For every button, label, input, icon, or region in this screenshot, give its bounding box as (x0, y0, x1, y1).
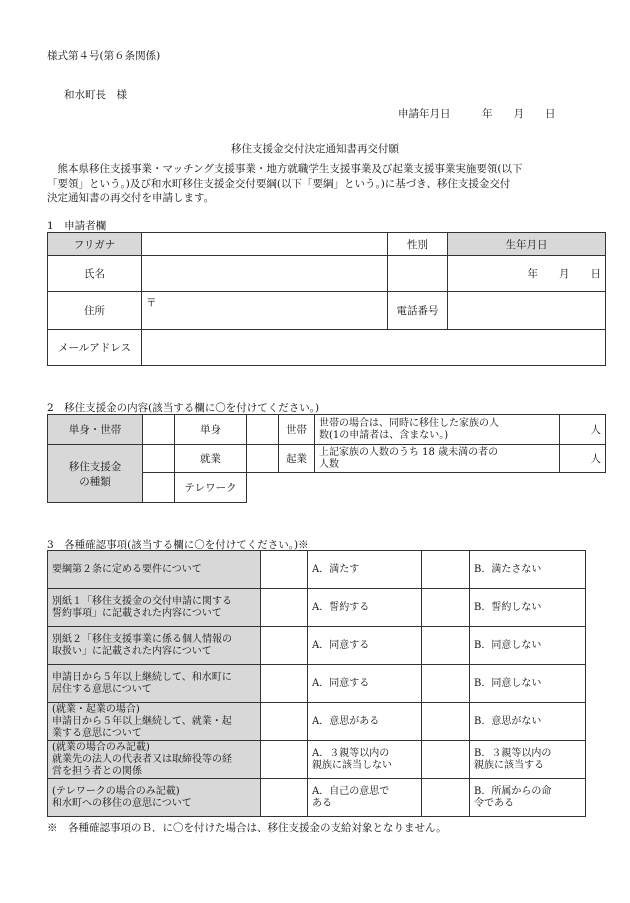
document-title: 移住支援金交付決定通知書再交付願 (231, 143, 399, 155)
option-a-label: A．誓約する (308, 589, 422, 627)
option-b-checkbox[interactable] (422, 665, 470, 703)
application-date: 申請年月日 年 月 日 (398, 108, 556, 120)
furigana-label: フリガナ (48, 233, 142, 256)
startup-checkbox[interactable] (247, 445, 279, 473)
addressee: 和水町長 様 (64, 89, 127, 101)
furigana-field[interactable] (142, 233, 388, 256)
option-b-label: B．３親等以内の 親族に該当する (470, 741, 586, 779)
section3-heading: 3 各種確認事項(該当する欄に〇を付けてください。)※ (47, 539, 309, 551)
address-label: 住所 (48, 292, 142, 330)
option-a-label: A．同意する (308, 627, 422, 665)
employment-label: 就業 (175, 445, 247, 473)
option-a-checkbox[interactable] (261, 665, 308, 703)
option-b-checkbox[interactable] (422, 551, 470, 589)
option-b-label: B．所属からの命 令である (470, 779, 586, 817)
option-b-label: B．誓約しない (470, 589, 586, 627)
children-count-field[interactable]: 人 (560, 445, 606, 473)
subsidy-type-table (47, 414, 606, 503)
option-b-checkbox[interactable] (422, 627, 470, 665)
option-b-label: B．意思がない (470, 703, 586, 741)
household-count-field[interactable]: 人 (560, 415, 606, 445)
section1-heading: 1 申請者欄 (47, 220, 107, 232)
household-note: 世帯の場合は、同時に移住した家族の人 数(1の申請者は、含まない。) (315, 415, 560, 445)
confirmation-label: 別紙１「移住支援金の交付申請に関する 誓約事項」に記載された内容について (48, 589, 261, 627)
email-field[interactable] (142, 330, 606, 366)
option-b-label: B．同意しない (470, 665, 586, 703)
option-a-label: A．３親等以内の 親族に該当しない (308, 741, 422, 779)
footnote: ※ 各種確認事項のＢ．に〇を付けた場合は、移住支援金の支給対象となりません。 (47, 822, 447, 834)
gender-label: 性別 (388, 233, 448, 256)
option-a-label: A．自己の意思で ある (308, 779, 422, 817)
option-b-checkbox[interactable] (422, 741, 470, 779)
confirmation-label: (テレワークの場合のみ記載) 和水町への移住の意思について (48, 779, 261, 817)
option-b-label: B．同意しない (470, 627, 586, 665)
option-a-label: A．満たす (308, 551, 422, 589)
option-a-checkbox[interactable] (261, 627, 308, 665)
option-a-label: A．同意する (308, 665, 422, 703)
option-a-checkbox[interactable] (261, 589, 308, 627)
option-a-checkbox[interactable] (261, 703, 308, 741)
option-a-checkbox[interactable] (261, 741, 308, 779)
children-note: 上記家族の人数のうち 18 歳未満の者の 人数 (315, 445, 560, 473)
confirmation-table (47, 550, 586, 817)
option-b-label: B．満たさない (470, 551, 586, 589)
household-label: 世帯 (279, 415, 315, 445)
option-b-checkbox[interactable] (422, 703, 470, 741)
intro-line: 決定通知書の再交付を申請します。 (47, 192, 215, 204)
email-label: メールアドレス (48, 330, 142, 366)
option-a-label: A．意思がある (308, 703, 422, 741)
confirmation-label: (就業・起業の場合) 申請日から５年以上継続して、就業・起 業する意思について (48, 703, 261, 741)
telework-checkbox[interactable] (143, 473, 175, 503)
birthdate-label: 生年月日 (448, 233, 606, 256)
subsidy-type-label: 移住支援金 の種類 (48, 445, 143, 503)
option-a-checkbox[interactable] (261, 551, 308, 589)
name-label: 氏名 (48, 256, 142, 292)
household-checkbox[interactable] (247, 415, 279, 445)
address-field[interactable]: 〒 (142, 292, 388, 330)
telework-label: テレワーク (175, 473, 247, 503)
confirmation-label: 要綱第２条に定める要件について (48, 551, 261, 589)
option-a-checkbox[interactable] (261, 779, 308, 817)
gender-field[interactable] (388, 256, 448, 292)
confirmation-label: (就業の場合のみ記載) 就業先の法人の代表者又は取締役等の経 営を担う者との関係 (48, 741, 261, 779)
single-household-label: 単身・世帯 (48, 415, 143, 445)
applicant-table (47, 232, 606, 366)
intro-line: 「要領」という。)及び和水町移住支援金交付要綱(以下「要綱」という。)に基づき、移住支援金交付 (47, 177, 511, 190)
birthdate-field[interactable]: 年 月 日 (448, 256, 606, 292)
phone-field[interactable] (448, 292, 606, 330)
intro-line: 熊本県移住支援事業・マッチング支援事業・地方就職学生支援事業及び起業支援事業実施要領(以下 (47, 163, 523, 175)
name-field[interactable] (142, 256, 388, 292)
confirmation-label: 別紙２「移住支援事業に係る個人情報の 取扱い」に記載された内容について (48, 627, 261, 665)
option-b-checkbox[interactable] (422, 589, 470, 627)
single-label: 単身 (175, 415, 247, 445)
form-number: 様式第４号(第６条関係) (47, 50, 161, 62)
option-b-checkbox[interactable] (422, 779, 470, 817)
intro-paragraph (47, 162, 587, 206)
employment-checkbox[interactable] (143, 445, 175, 473)
phone-label: 電話番号 (388, 292, 448, 330)
confirmation-label: 申請日から５年以上継続して、和水町に 居住する意思について (48, 665, 261, 703)
section2-heading: 2 移住支援金の内容(該当する欄に〇を付けてください。) (47, 402, 320, 414)
single-checkbox[interactable] (143, 415, 175, 445)
startup-label: 起業 (279, 445, 315, 473)
